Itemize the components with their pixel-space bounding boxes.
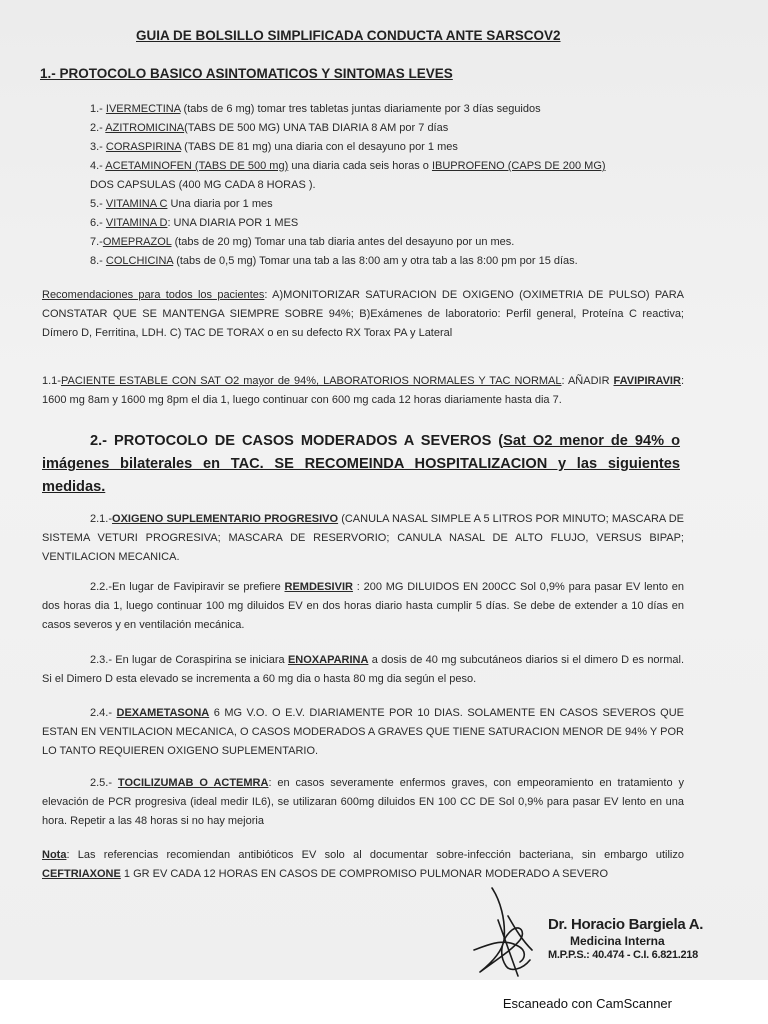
medication-list	[90, 100, 690, 271]
list-item: 6.- VITAMINA D: UNA DIARIA POR 1 MES	[90, 217, 299, 229]
list-item: 1.- IVERMECTINA (tabs de 6 mg) tomar tres tabletas juntas diariamente por 3 días seguidos	[90, 103, 541, 115]
recommendations-paragraph: Recomendaciones para todos los pacientes: A)MONITORIZAR SATURACION DE OXIGENO (OXIMETRIA DE PULSO) PARA CONSTATAR QUE SE MANTENGA SIEMPRE SOBRE 94%; B)Exámenes de laboratorio: Perfil general, Proteína C reactiva; Dímero D, Ferritina, LDH. C) TAC DE TORAX o en su defecto RX Torax PA y Lateral	[42, 289, 684, 339]
list-item: 8.- COLCHICINA (tabs de 0,5 mg) Tomar una tab a las 8:00 am y otra tab a las 8:00 pm por 15 días.	[90, 255, 578, 267]
paragraph-2-5: 2.5.- TOCILIZUMAB O ACTEMRA: en casos severamente enfermos graves, con empeoramiento en tratamiento y elevación de PCR progresiva (ideal medir IL6), se utilizaran 600mg diluidos EN 100 CC DE Sol 0,9% para pasar EV lento en una hora. Repetir a las 48 horas si no hay mejoria	[42, 777, 684, 827]
paragraph-2-3: 2.3.- En lugar de Coraspirina se iniciara ENOXAPARINA a dosis de 40 mg subcutáneos diarios si el dimero D es normal. Si el Dimero D esta elevado se incrementa a 60 mg dia o hasta 80 mg dia según el peso.	[42, 654, 684, 685]
paragraph-2-2: 2.2.-En lugar de Favipiravir se prefiere REMDESIVIR : 200 MG DILUIDOS EN 200CC Sol 0,9% para pasar EV lento en dos horas dia 1, luego continuar 100 mg diluidos EV en dos horas diario hasta cumplir 5 días. Se debe de extender a 10 días en casos severos y en ventilación mecánica.	[42, 581, 684, 631]
signature-specialty: Medicina Interna	[570, 934, 665, 948]
list-item: 3.- CORASPIRINA (TABS DE 81 mg) una diaria con el desayuno por 1 mes	[90, 141, 458, 153]
signature-registry: M.P.P.S.: 40.474 - C.I. 6.821.218	[548, 949, 698, 961]
signature-name: Dr. Horacio Bargiela A.	[548, 916, 704, 933]
paragraph-2-1: 2.1.-OXIGENO SUPLEMENTARIO PROGRESIVO (CANULA NASAL SIMPLE A 5 LITROS POR MINUTO; MASCARA DE SISTEMA VETURI PROGRESIVA; MASCARA DE RESERVORIO; CANULA NASAL DE ALTO FLUJO, VERSUS BIPAP; VENTILACION MECANICA.	[42, 513, 685, 563]
document-title: GUIA DE BOLSILLO SIMPLIFICADA CONDUCTA ANTE SARSCOV2	[136, 28, 561, 43]
list-item: DOS CAPSULAS (400 MG CADA 8 HORAS ).	[90, 179, 316, 191]
paragraph-1-1: 1.1-PACIENTE ESTABLE CON SAT O2 mayor de 94%, LABORATORIOS NORMALES Y TAC NORMAL: AÑADIR FAVIPIRAVIR: 1600 mg 8am y 1600 mg 8pm el dia 1, luego continuar con 600 mg cada 12 horas diariamente hasta dia 7.	[42, 375, 684, 406]
scanner-footer	[0, 980, 768, 1024]
list-item: 2.- AZITROMICINA(TABS DE 500 MG) UNA TAB DIARIA 8 AM por 7 días	[90, 122, 449, 134]
list-item: 5.- VITAMINA C Una diaria por 1 mes	[90, 198, 273, 210]
list-item: 4.- ACETAMINOFEN (TABS DE 500 mg) una diaria cada seis horas o IBUPROFENO (CAPS DE 200 MG)	[90, 160, 606, 172]
section-2-heading: 2.- PROTOCOLO DE CASOS MODERADOS A SEVEROS (Sat O2 menor de 94% o imágenes bilaterales en TAC. SE RECOMEINDA HOSPITALIZACION y las siguientes medidas.	[42, 433, 680, 495]
scanner-watermark-text: Escaneado con CamScanner	[502, 996, 672, 1011]
list-item: 7.-OMEPRAZOL (tabs de 20 mg) Tomar una tab diaria antes del desayuno por un mes.	[90, 236, 515, 248]
nota-paragraph: Nota: Las referencias recomiendan antibióticos EV solo al documentar sobre-infección bacteriana, sin embargo utilizo CEFTRIAXONE 1 GR EV CADA 12 HORAS EN CASOS DE COMPROMISO PULMONAR MODERADO A SEVERO	[42, 849, 684, 880]
section-1-heading: 1.- PROTOCOLO BASICO ASINTOMATICOS Y SINTOMAS LEVES	[40, 66, 453, 81]
paragraph-2-4: 2.4.- DEXAMETASONA 6 MG V.O. O E.V. DIARIAMENTE POR 10 DIAS. SOLAMENTE EN CASOS SEVEROS QUE ESTAN EN VENTILACION MECANICA, O CASOS MODERADOS A GRAVES QUE TIENE SATURACION MENOR DE 94% Y POR LO TANTO REQUIEREN OXIGENO SUPLEMENTARIO.	[42, 707, 684, 757]
